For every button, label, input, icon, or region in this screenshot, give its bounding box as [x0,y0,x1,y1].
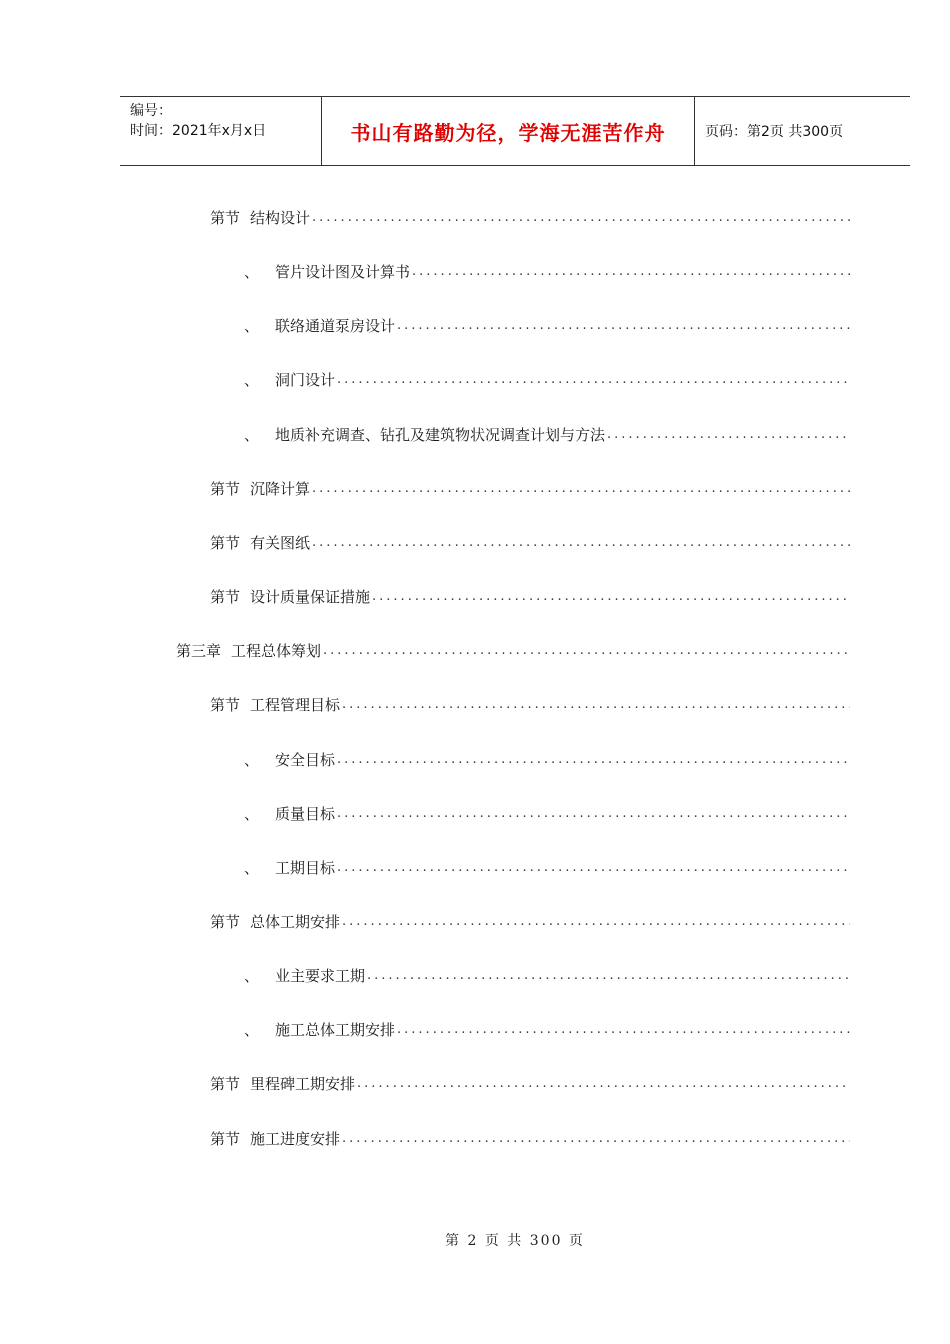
toc-entry-prefix: 、 [244,263,260,282]
toc-entry[interactable] [176,641,850,661]
toc-entry-title: 工程总体筹划 [231,642,322,661]
toc-entry[interactable] [244,370,850,390]
document-date: 时间：2021年x月x日 [130,123,267,139]
toc-entry-prefix: 第节 [210,588,241,607]
toc-entry[interactable] [244,804,850,824]
toc-dot-leader [397,1020,850,1040]
toc-entry[interactable] [210,912,850,932]
toc-entry-title: 沉降计算 [250,479,311,498]
header-motto: 书山有路勤为径，学海无涯苦作舟 [321,97,695,165]
toc-entry-title: 洞门设计 [275,371,336,390]
toc-entry-prefix: 、 [244,371,260,390]
toc-entry-prefix: 、 [244,317,260,336]
toc-dot-leader [323,641,850,661]
toc-dot-leader [312,479,850,499]
toc-entry-prefix: 第节 [210,912,241,931]
toc-entry-title: 总体工期安排 [250,912,341,931]
toc-entry-prefix: 第三章 [176,642,222,661]
header-page-info: 页码：第2页 共300页 [705,124,844,140]
toc-dot-leader [342,1129,850,1149]
toc-entry[interactable] [210,695,850,715]
page-header [120,96,910,166]
toc-entry-title: 设计质量保证措施 [250,588,371,607]
toc-entry[interactable] [244,966,850,986]
toc-entry-prefix: 、 [244,1021,260,1040]
toc-entry[interactable] [244,316,850,336]
toc-dot-leader [607,425,850,445]
toc-entry-title: 里程碑工期安排 [250,1075,356,1094]
toc-entry-title: 质量目标 [275,804,336,823]
toc-entry-title: 联络通道泵房设计 [275,317,396,336]
header-meta [120,97,321,165]
toc-dot-leader [312,208,850,228]
toc-entry[interactable] [244,750,850,770]
toc-dot-leader [342,695,850,715]
toc-entry[interactable] [244,1020,850,1040]
toc-entry-title: 管片设计图及计算书 [275,263,411,282]
toc-entry[interactable] [244,425,850,445]
toc-entry-prefix: 、 [244,858,260,877]
toc-entry-prefix: 第节 [210,209,241,227]
toc-entry-title: 有关图纸 [250,533,311,552]
toc-entry-prefix: 第节 [210,479,241,498]
document-number-label: 编号： [130,103,172,119]
toc-dot-leader [312,533,850,553]
toc-entry[interactable] [210,533,850,553]
toc-entry[interactable] [210,208,850,228]
toc-dot-leader [337,804,850,824]
toc-dot-leader [337,750,850,770]
toc-dot-leader [357,1074,850,1094]
toc-entry-title: 工程管理目标 [250,696,341,715]
toc-entry-prefix: 、 [244,804,260,823]
toc-entry-title: 施工总体工期安排 [275,1021,396,1040]
toc-entry-prefix: 第节 [210,1075,241,1094]
toc-entry[interactable] [244,858,850,878]
toc-entry-prefix: 第节 [210,1129,241,1148]
toc-entry[interactable] [244,262,850,282]
toc-entry-title: 工期目标 [275,858,336,877]
toc-entry-title: 结构设计 [250,209,311,227]
toc-dot-leader [337,370,850,390]
toc-entry[interactable] [210,587,850,607]
toc-dot-leader [367,966,850,986]
page-footer: 第 2 页 共 300 页 [445,1233,585,1249]
toc-entry[interactable] [210,479,850,499]
toc-dot-leader [372,587,850,607]
toc-dot-leader [397,316,850,336]
toc-entry-prefix: 第节 [210,696,241,715]
toc-dot-leader [342,912,850,932]
toc-entry-prefix: 、 [244,425,260,444]
toc-entry-title: 业主要求工期 [275,967,366,986]
toc-entry-title: 地质补充调查、钻孔及建筑物状况调查计划与方法 [275,425,606,444]
toc-dot-leader [337,858,850,878]
toc-entry-title: 施工进度安排 [250,1129,341,1148]
toc-entry-prefix: 第节 [210,533,241,552]
toc-entry[interactable] [210,1129,850,1149]
toc-dot-leader [412,262,850,282]
toc-entry-title: 安全目标 [275,750,336,769]
toc-entry[interactable] [210,1074,850,1094]
toc-entry-prefix: 、 [244,750,260,769]
toc-entry-prefix: 、 [244,967,260,986]
